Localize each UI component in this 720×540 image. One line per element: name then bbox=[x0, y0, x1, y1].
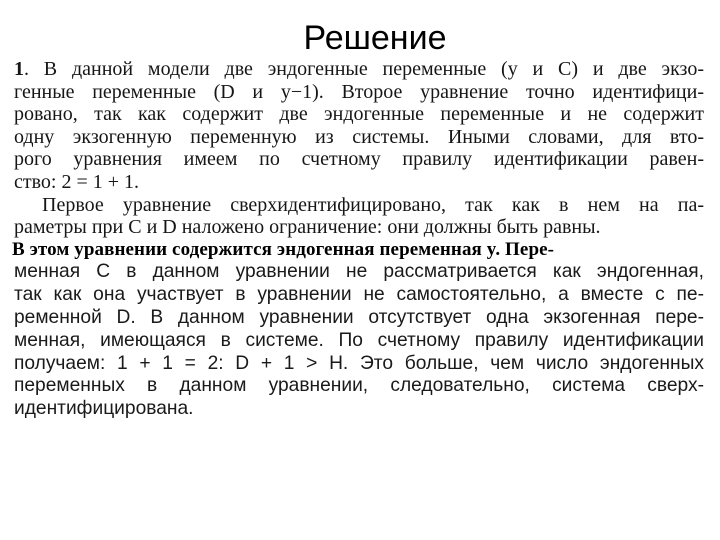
text-line: менная, имеющаяся в системе. По счетному правилу идентификации bbox=[14, 329, 704, 351]
slide-title: Решение bbox=[303, 19, 447, 57]
text-line: генные переменные (D и y−1). Второе уравнение точно идентифици- bbox=[14, 80, 704, 103]
paragraph-1 bbox=[14, 58, 704, 194]
text-line: одну экзогенную переменную из системы. Иными словами, для вто- bbox=[14, 125, 704, 148]
text-line: Первое уравнение сверхидентифицировано, так как в нем на па- bbox=[42, 193, 704, 216]
text-line: рого уравнения имеем по счетному правилу идентификации равен- bbox=[14, 148, 704, 171]
text-line: ременной D. В данном уравнении отсутствует одна экзогенная пере- bbox=[14, 306, 704, 328]
item-number: 1 bbox=[14, 58, 24, 80]
text-line: получаем: 1 + 1 = 2: D + 1 > H. Это больше, чем число эндогенных bbox=[14, 352, 704, 374]
text-line: так как она участвует в уравнении не самостоятельно, а вместе с пе- bbox=[14, 284, 704, 306]
text-line: идентифицирована. bbox=[14, 398, 194, 420]
overlay-text-line: В этом уравнении содержится эндогенная переменная y. Пере- bbox=[12, 238, 555, 260]
text-line: ство: 2 = 1 + 1. bbox=[14, 170, 140, 193]
line-text: . В данной модели две эндогенные переменные (y и C) и две экзо- bbox=[24, 58, 704, 80]
scanned-text-block bbox=[14, 58, 704, 421]
text-line: раметры при C и D наложено ограничение: они должны быть равны. bbox=[14, 216, 601, 239]
text-line bbox=[14, 58, 704, 81]
scanned-text-block-2 bbox=[14, 261, 704, 421]
paragraph-2 bbox=[14, 194, 704, 239]
text-line: ровано, так как содержит две эндогенные переменные и не содержит bbox=[14, 103, 704, 126]
text-line: менная C в данном уравнении не рассматривается как эндогенная, bbox=[14, 261, 704, 283]
text-line: переменных в данном уравнении, следовательно, система сверх- bbox=[14, 375, 704, 397]
paragraph-3 bbox=[14, 239, 704, 421]
